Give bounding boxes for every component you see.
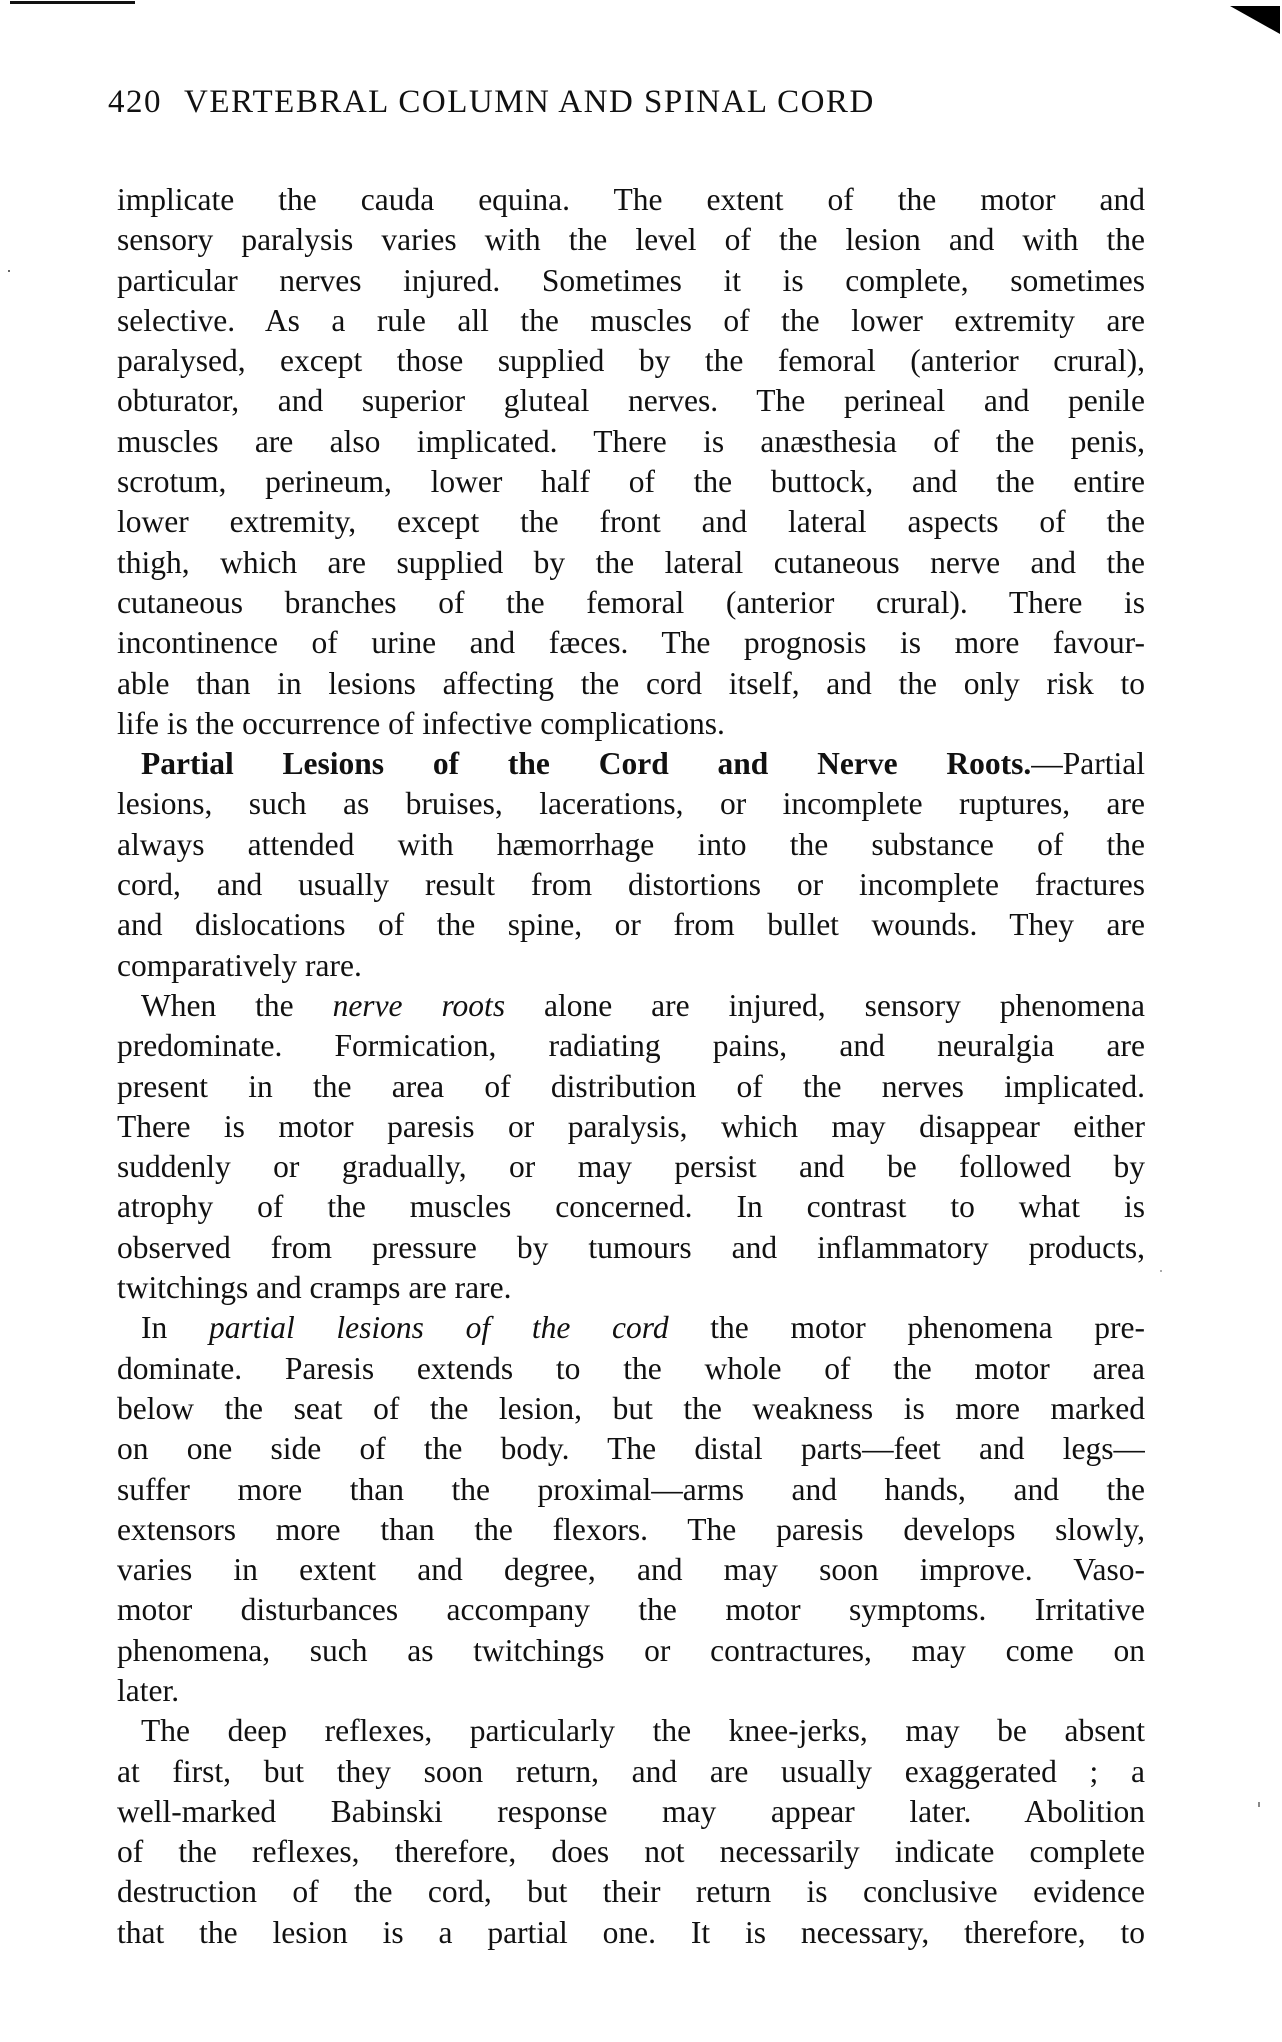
text-line: that the lesion is a partial one. It is necessary, therefore, to: [117, 1914, 1145, 1950]
text-run: In: [141, 1310, 209, 1346]
text-line: suddenly or gradually, or may persist and be followed by: [117, 1149, 1145, 1185]
emphasis: partial lesions of the cord: [208, 1310, 669, 1346]
text-line: well-marked Babinski response may appear later. Abolition: [117, 1793, 1145, 1829]
paragraph: [117, 180, 1145, 744]
text-line: [117, 986, 1145, 1026]
text-line: implicate the cauda equina. The extent of the motor and: [117, 182, 1145, 217]
text-line: twitchings and cramps are rare.: [117, 1270, 512, 1306]
text-line: scrotum, perineum, lower half of the buttock, and the entire: [117, 464, 1145, 500]
text-line: comparatively rare.: [117, 947, 362, 983]
text-line: of the reflexes, therefore, does not necessarily indicate complete: [117, 1834, 1145, 1870]
text-line: cutaneous branches of the femoral (anterior crural). There is: [117, 584, 1145, 620]
scan-speck: [1160, 1270, 1162, 1272]
text-line: cord, and usually result from distortions or incomplete fractures: [117, 867, 1145, 903]
text-line: able than in lesions affecting the cord itself, and the only risk to: [117, 665, 1145, 701]
text-line: at first, but they soon return, and are usually exaggerated ; a: [117, 1753, 1145, 1789]
paragraph: [117, 986, 1145, 1308]
page-number: 420: [108, 84, 162, 120]
text-line: There is motor paresis or paralysis, which may disappear either: [117, 1108, 1145, 1144]
page-body: [117, 180, 1145, 1953]
text-line: later.: [117, 1672, 180, 1708]
text-line: muscles are also implicated. There is anæsthesia of the penis,: [117, 423, 1145, 459]
text-line: on one side of the body. The distal parts—feet and legs—: [117, 1431, 1145, 1467]
text-line: atrophy of the muscles concerned. In contrast to what is: [117, 1189, 1145, 1225]
text-line: life is the occurrence of infective complications.: [117, 705, 725, 741]
text-line: always attended with hæmorrhage into the substance of the: [117, 826, 1145, 862]
scan-speck: [8, 270, 10, 272]
text-line: selective. As a rule all the muscles of the lower extremity are: [117, 302, 1145, 338]
text-line: obturator, and superior gluteal nerves. The perineal and penile: [117, 383, 1145, 419]
running-header: [108, 84, 1128, 128]
scan-speck: [1258, 1802, 1260, 1807]
text-line: lesions, such as bruises, lacerations, or incomplete ruptures, are: [117, 786, 1145, 822]
text-line: sensory paralysis varies with the level of the lesion and with the: [117, 222, 1145, 258]
text-run: alone are injured, sensory phenomena: [505, 987, 1145, 1023]
text-line: [117, 744, 1145, 784]
emphasis: nerve roots: [332, 987, 506, 1023]
text-line: The deep reflexes, particularly the knee-jerks, may be absent: [141, 1713, 1145, 1749]
text-line: suffer more than the proximal—arms and hands, and the: [117, 1471, 1145, 1507]
text-line: motor disturbances accompany the motor symptoms. Irritative: [117, 1592, 1145, 1628]
scan-corner-mark: [1230, 6, 1280, 34]
text-run: When the: [141, 987, 333, 1023]
text-run: the motor phenomena pre-: [668, 1310, 1145, 1346]
text-run: —Partial: [1031, 746, 1145, 782]
text-line: thigh, which are supplied by the lateral cutaneous nerve and the: [117, 544, 1145, 580]
paragraph: [117, 1711, 1145, 1953]
section-heading: Partial Lesions of the Cord and Nerve Roots.: [141, 746, 1032, 782]
paragraph: [117, 1308, 1145, 1711]
paragraph: [117, 744, 1145, 986]
text-line: present in the area of distribution of the nerves implicated.: [117, 1068, 1145, 1104]
scan-edge-mark: [10, 1, 135, 4]
text-line: varies in extent and degree, and may soon improve. Vaso-: [117, 1552, 1145, 1588]
text-line: extensors more than the flexors. The paresis develops slowly,: [117, 1511, 1145, 1547]
text-line: destruction of the cord, but their return is conclusive evidence: [117, 1874, 1145, 1910]
running-title: VERTEBRAL COLUMN AND SPINAL CORD: [184, 84, 875, 120]
text-line: incontinence of urine and fæces. The prognosis is more favour-: [117, 625, 1145, 661]
text-line: below the seat of the lesion, but the weakness is more marked: [117, 1390, 1145, 1426]
text-line: particular nerves injured. Sometimes it is complete, sometimes: [117, 262, 1145, 298]
text-line: predominate. Formication, radiating pains, and neuralgia are: [117, 1028, 1145, 1064]
text-line: phenomena, such as twitchings or contractures, may come on: [117, 1632, 1145, 1668]
text-line: dominate. Paresis extends to the whole of the motor area: [117, 1350, 1145, 1386]
text-line: lower extremity, except the front and lateral aspects of the: [117, 504, 1145, 540]
text-line: [117, 1308, 1145, 1348]
text-line: observed from pressure by tumours and inflammatory products,: [117, 1229, 1145, 1265]
text-line: and dislocations of the spine, or from bullet wounds. They are: [117, 907, 1145, 943]
text-line: paralysed, except those supplied by the femoral (anterior crural),: [117, 343, 1145, 379]
